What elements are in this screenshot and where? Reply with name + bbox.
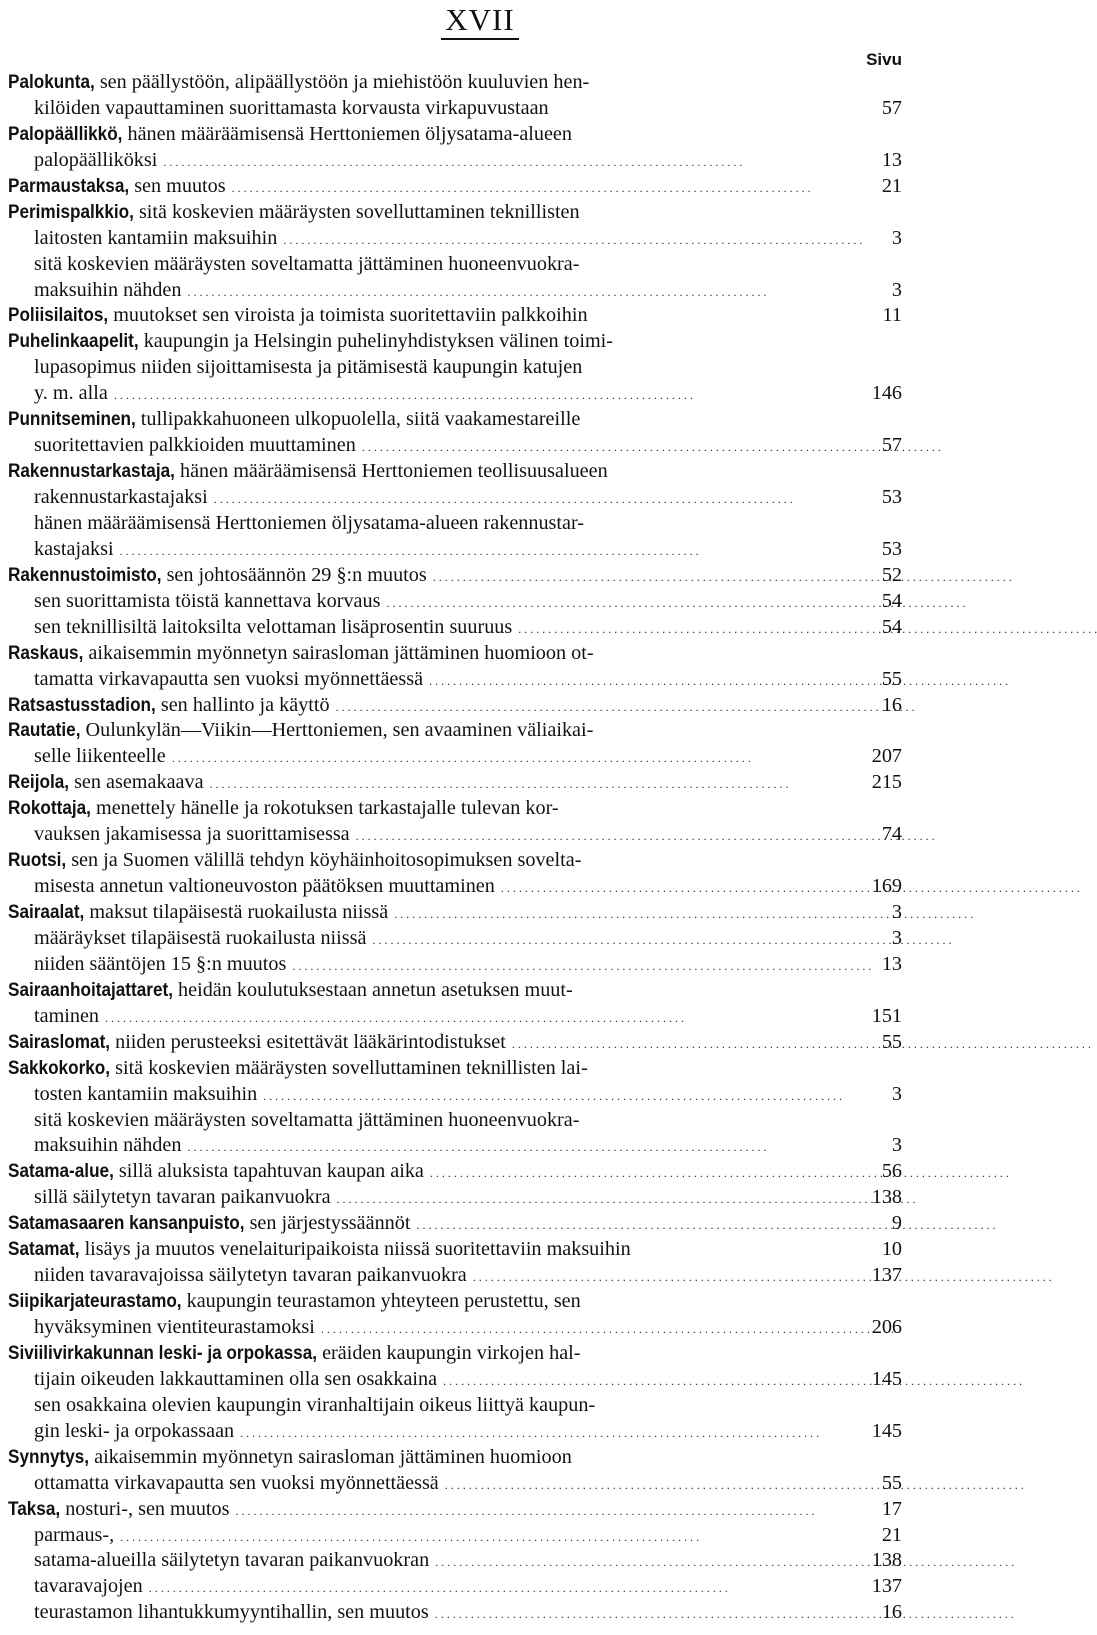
page-number: 52 xyxy=(881,563,902,586)
entry-text xyxy=(8,407,580,433)
entry-text xyxy=(8,329,613,355)
index-entry xyxy=(8,459,902,563)
entry-description: muutokset sen viroista ja toimista suoritettaviin palkkoihin xyxy=(108,304,588,327)
page-number: 137 xyxy=(871,1575,902,1598)
index-entry xyxy=(8,329,902,407)
page-number: 57 xyxy=(881,96,902,119)
entry-headword: Taksa, xyxy=(8,1497,61,1520)
dot-leader xyxy=(473,1263,862,1291)
entry-description: sen hallinto ja käyttö xyxy=(155,693,330,716)
entry-description: lisäys ja muutos venelaituripaikoista niissä suoritettaviin maksuihin xyxy=(79,1238,631,1261)
entry-text xyxy=(8,70,589,96)
entry-description: heidän koulutuksestaan annetun asetuksen muut- xyxy=(172,978,573,1001)
entry-text: tosten kantamiin maksuihin xyxy=(34,1082,258,1105)
page-number: 16 xyxy=(881,693,902,716)
page-number: 53 xyxy=(881,537,902,560)
entry-headword: Rakennustoimisto, xyxy=(8,563,162,586)
entry-headword: Siviilivirkakunnan leski- ja orpokassa, xyxy=(8,1341,318,1364)
entry-first-line xyxy=(8,1237,902,1263)
dot-leader xyxy=(210,770,862,798)
page-number: 145 xyxy=(871,1367,902,1390)
entry-text: vauksen jakamisessa ja suorittamisessa xyxy=(34,823,350,846)
entry-text: niiden sääntöjen 15 §:n muutos xyxy=(34,952,287,975)
entry-first-line xyxy=(8,563,902,589)
entry-text: gin leski- ja orpokassaan xyxy=(34,1419,235,1442)
entry-text: teurastamon lihantukkumyyntihallin, sen muutos xyxy=(34,1601,429,1624)
page-number: 3 xyxy=(891,901,902,923)
entry-description: maksut tilapäisestä ruokailusta niissä xyxy=(84,901,389,923)
entry-text: sen teknillisiltä laitoksilta velottaman lisäprosentin suuruus xyxy=(34,615,513,638)
entry-description: menettely hänelle ja rokotuksen tarkastajalle tulevan kor- xyxy=(90,797,559,820)
entry-text: tamatta virkavapautta sen vuoksi myönnettäessä xyxy=(34,667,424,690)
entry-text: taminen xyxy=(34,1004,100,1027)
page-number: 74 xyxy=(881,823,902,846)
entry-headword: Synnytys, xyxy=(8,1445,90,1468)
entry-text: misesta annetun valtioneuvoston päätöksen muuttaminen xyxy=(34,875,495,898)
dot-leader xyxy=(321,1315,862,1343)
entry-subentry-line xyxy=(8,1263,902,1289)
index-entry xyxy=(8,641,902,693)
entry-first-line xyxy=(8,693,902,719)
entry-headword: Punnitseminen, xyxy=(8,408,136,431)
entry-headword: Rakennustarkastaja, xyxy=(8,460,175,483)
entry-text xyxy=(8,1289,581,1315)
entry-continuation-line xyxy=(8,1315,902,1341)
page-number: 16 xyxy=(881,1601,902,1624)
page-number: 55 xyxy=(881,1471,902,1494)
page-number: 3 xyxy=(891,278,902,301)
entry-text: rakennustarkastajaksi xyxy=(34,486,208,508)
entry-headword: Parmaustaksa, xyxy=(8,174,130,197)
entry-subentry-line xyxy=(8,1523,902,1549)
entry-first-line xyxy=(8,796,902,822)
entry-first-line xyxy=(8,200,902,226)
entry-text: laitosten kantamiin maksuihin xyxy=(34,226,278,249)
index-entry xyxy=(8,848,902,900)
page-number: 54 xyxy=(881,589,902,612)
entry-first-line xyxy=(8,329,902,355)
entry-subentry-line xyxy=(8,952,902,978)
dot-leader xyxy=(435,1600,862,1628)
entry-continuation-line xyxy=(8,1367,902,1393)
dot-leader xyxy=(292,952,862,980)
entry-text: määräykset tilapäisestä ruokailusta niissä xyxy=(34,926,367,949)
entry-subentry-line xyxy=(8,589,902,615)
entry-text xyxy=(8,796,559,822)
entry-description: sen muutos xyxy=(129,174,226,197)
index-entry xyxy=(8,122,902,174)
index-entry xyxy=(8,1237,902,1289)
entry-headword: Ratsastusstadion, xyxy=(8,693,156,716)
dot-leader xyxy=(236,1497,863,1525)
entry-description: sen järjestyssäännöt xyxy=(244,1212,411,1235)
entry-text: sen osakkaina olevien kaupungin viranhaltijain oikeus liittyä kaupun- xyxy=(34,1393,596,1416)
entry-headword: Poliisilaitos, xyxy=(8,304,109,327)
page-number: 55 xyxy=(881,1030,902,1053)
entry-text: tavaravajojen xyxy=(34,1575,143,1598)
entry-text: kilöiden vapauttaminen suorittamasta korvausta virkapuvustaan xyxy=(34,96,549,119)
entry-description: eräiden kaupungin virkojen hal- xyxy=(317,1341,581,1364)
page-number: 138 xyxy=(871,1186,902,1209)
entry-description: sen ja Suomen välillä tehdyn köyhäinhoitosopimuksen sovelta- xyxy=(66,849,582,872)
index-entry xyxy=(8,796,902,848)
entry-first-line xyxy=(8,848,902,874)
dot-leader xyxy=(187,1133,862,1161)
entry-first-line xyxy=(8,978,902,1004)
entry-headword: Sairaanhoitajattaret, xyxy=(8,978,173,1001)
entry-text: selle liikenteelle xyxy=(34,745,166,768)
entry-text: niiden tavaravajoissa säilytetyn tavaran paikanvuokra xyxy=(34,1264,467,1287)
index-entry xyxy=(8,1445,902,1497)
entry-text: sitä koskevien määräysten soveltamatta jättäminen huoneenvuokra- xyxy=(34,252,580,275)
index-entry xyxy=(8,1030,902,1056)
entry-text xyxy=(8,1341,581,1367)
roman-numeral: XVII xyxy=(441,2,518,40)
entry-text: sitä koskevien määräysten soveltamatta jättäminen huoneenvuokra- xyxy=(34,1108,580,1131)
entry-headword: Reijola, xyxy=(8,771,70,794)
entry-headword: Rokottaja, xyxy=(8,797,91,820)
entry-text xyxy=(8,770,204,796)
dot-leader xyxy=(430,1159,862,1187)
entry-headword: Raskaus, xyxy=(8,641,84,664)
entry-description: aikaisemmin myönnetyn sairasloman jättäminen huomioon xyxy=(89,1445,572,1468)
entry-continuation-line xyxy=(8,537,902,563)
entry-text xyxy=(8,1159,424,1185)
entry-text xyxy=(8,718,593,744)
entry-first-line xyxy=(8,900,902,926)
dot-leader xyxy=(356,822,862,850)
entry-first-line xyxy=(8,641,902,667)
entry-headword: Sairaslomat, xyxy=(8,1030,111,1053)
entry-first-line xyxy=(8,718,902,744)
entry-first-line xyxy=(8,1289,902,1315)
entry-continuation-line xyxy=(8,1419,902,1445)
dot-leader xyxy=(433,563,862,591)
entry-subentry-line xyxy=(8,1600,902,1626)
page-number: 13 xyxy=(881,952,902,975)
entry-description: sen johtosäännön 29 §:n muutos xyxy=(161,563,427,586)
index-list xyxy=(8,70,902,1626)
page-number: 206 xyxy=(871,1316,902,1338)
page-number: 169 xyxy=(871,875,902,898)
entry-description: tullipakkahuoneen ulkopuolella, siitä vaakamestareille xyxy=(135,408,581,431)
entry-text: maksuihin nähden xyxy=(34,1134,182,1157)
index-entry xyxy=(8,1159,902,1211)
entry-first-line xyxy=(8,303,902,329)
entry-headword: Palokunta, xyxy=(8,71,95,93)
index-entry xyxy=(8,303,902,329)
entry-headword: Satama-alue, xyxy=(8,1160,114,1183)
page-number: 215 xyxy=(871,771,902,794)
index-entry xyxy=(8,900,902,978)
entry-continuation-line xyxy=(8,485,902,511)
page-number: 145 xyxy=(871,1419,902,1442)
entry-headword: Satamasaaren kansanpuisto, xyxy=(8,1212,245,1235)
entry-subentry-line xyxy=(8,511,902,537)
dot-leader xyxy=(386,589,862,617)
entry-text: ottamatta virkavapautta sen vuoksi myönnettäessä xyxy=(34,1471,439,1494)
entry-continuation-line xyxy=(8,381,902,407)
index-entry xyxy=(8,200,902,304)
entry-first-line xyxy=(8,459,902,485)
dot-leader xyxy=(445,1471,862,1499)
entry-text xyxy=(8,1211,410,1237)
entry-text: y. m. alla xyxy=(34,382,108,405)
entry-text: sillä säilytetyn tavaran paikanvuokra xyxy=(34,1186,331,1209)
entry-text xyxy=(8,174,226,200)
index-entry xyxy=(8,407,902,459)
entry-text: lupasopimus niiden sijoittamisesta ja pitämisestä kaupungin katujen xyxy=(34,356,583,379)
dot-leader xyxy=(114,381,862,409)
entry-text xyxy=(8,848,581,874)
entry-text xyxy=(8,693,330,719)
dot-leader xyxy=(512,1030,862,1058)
entry-continuation-line xyxy=(8,278,902,304)
entry-text xyxy=(8,1030,506,1056)
dot-leader xyxy=(394,900,862,928)
dot-leader xyxy=(362,433,862,461)
entry-continuation-line xyxy=(8,148,902,174)
entry-text xyxy=(8,122,572,148)
dot-leader xyxy=(429,667,862,695)
page-number: 11 xyxy=(882,304,902,327)
index-entry xyxy=(8,70,902,122)
dot-leader xyxy=(240,1419,862,1447)
page-number: 17 xyxy=(881,1497,902,1520)
entry-continuation-line xyxy=(8,874,902,900)
entry-headword: Puhelinkaapelit, xyxy=(8,330,139,353)
entry-text: hyväksyminen vientiteurastamoksi xyxy=(34,1316,315,1338)
index-entry xyxy=(8,174,902,200)
entry-first-line xyxy=(8,122,902,148)
entry-first-line xyxy=(8,174,902,200)
entry-first-line xyxy=(8,1159,902,1185)
entry-continuation-line xyxy=(8,96,902,122)
page-number: 21 xyxy=(881,174,902,197)
dot-leader xyxy=(518,615,862,643)
entry-headword: Sakkokorko, xyxy=(8,1056,111,1079)
entry-text xyxy=(8,1445,572,1471)
dot-leader xyxy=(163,148,862,176)
entry-subentry-line xyxy=(8,926,902,952)
entry-subentry-line xyxy=(8,1185,902,1211)
index-entry xyxy=(8,1211,902,1237)
entry-description: Oulunkylän—Viikin—Herttoniemen, sen avaaminen väliaikai- xyxy=(80,719,594,742)
index-entry xyxy=(8,718,902,770)
page-number: 9 xyxy=(891,1212,902,1235)
entry-description: kaupungin ja Helsingin puhelinyhdistyksen välinen toimi- xyxy=(138,330,613,353)
entry-text: tijain oikeuden lakkauttaminen olla sen osakkaina xyxy=(34,1367,438,1390)
entry-headword: Ruotsi, xyxy=(8,849,67,872)
entry-text xyxy=(8,303,588,329)
entry-continuation-line xyxy=(8,226,902,252)
dot-leader xyxy=(105,1004,862,1032)
entry-subentry-line xyxy=(8,1574,902,1600)
dot-leader xyxy=(187,278,862,306)
dot-leader xyxy=(172,744,862,772)
page-number: 10 xyxy=(881,1238,902,1261)
entry-description: sitä koskevien määräysten sovelluttaminen teknillisten xyxy=(133,200,580,223)
entry-description: hänen määräämisensä Herttoniemen öljysatama-alueen xyxy=(122,122,572,145)
dot-leader xyxy=(232,174,862,202)
index-entry xyxy=(8,1289,902,1341)
entry-continuation-line xyxy=(8,1082,902,1108)
entry-text xyxy=(8,641,594,667)
page-number: 146 xyxy=(871,382,902,405)
index-entry xyxy=(8,978,902,1030)
index-entry xyxy=(8,1341,902,1445)
entry-subentry-line xyxy=(8,615,902,641)
page-number: 138 xyxy=(871,1549,902,1572)
index-entry xyxy=(8,563,902,641)
entry-text xyxy=(8,978,573,1004)
entry-description: sillä aluksista tapahtuvan kaupan aika xyxy=(113,1160,424,1183)
dot-leader xyxy=(120,537,862,565)
page-number: 3 xyxy=(891,1082,902,1105)
entry-text: kastajaksi xyxy=(34,537,114,560)
entry-description: sen päällystöön, alipäällystöön ja miehistöön kuuluvien hen- xyxy=(94,71,590,93)
page-number: 137 xyxy=(871,1264,902,1287)
page-number: 3 xyxy=(891,926,902,949)
entry-continuation-line xyxy=(8,1471,902,1497)
entry-first-line xyxy=(8,1056,902,1082)
entry-text: palopäälliköksi xyxy=(34,148,158,171)
entry-description: sitä koskevien määräysten sovelluttaminen teknillisten lai- xyxy=(110,1056,588,1079)
entry-description: niiden perusteeksi esitettävät lääkärintodistukset xyxy=(110,1030,506,1053)
entry-text: sen suorittamista töistä kannettava korvaus xyxy=(34,589,381,612)
entry-first-line xyxy=(8,1497,902,1523)
entry-headword: Satamat, xyxy=(8,1238,80,1261)
index-entry xyxy=(8,770,902,796)
page-number: 53 xyxy=(881,486,902,508)
entry-text: satama-alueilla säilytetyn tavaran paikanvuokran xyxy=(34,1549,430,1572)
entry-text xyxy=(8,900,388,926)
entry-headword: Perimispalkkio, xyxy=(8,200,134,223)
entry-first-line xyxy=(8,407,902,433)
entry-text: hänen määräämisensä Herttoniemen öljysatama-alueen rakennustar- xyxy=(34,511,585,534)
index-entry xyxy=(8,1056,902,1160)
page-number: 57 xyxy=(881,434,902,457)
page-number: 3 xyxy=(891,1134,902,1157)
entry-subentry-line xyxy=(8,1108,902,1134)
entry-headword: Sairaalat, xyxy=(8,901,85,923)
dot-leader xyxy=(149,1574,862,1602)
page-number-roman xyxy=(0,0,960,48)
entry-headword: Siipikarjateurastamo, xyxy=(8,1290,182,1313)
entry-text xyxy=(8,1056,588,1082)
dot-leader xyxy=(263,1082,862,1110)
entry-headword: Palopäällikkö, xyxy=(8,122,123,145)
entry-text xyxy=(8,1497,230,1523)
dot-leader xyxy=(372,926,862,954)
entry-text xyxy=(8,563,427,589)
entry-description: hänen määräämisensä Herttoniemen teollisuusalueen xyxy=(174,460,608,483)
dot-leader xyxy=(416,1211,862,1239)
entry-continuation-line xyxy=(8,667,902,693)
entry-text: suoritettavien palkkioiden muuttaminen xyxy=(34,434,356,457)
entry-text: maksuihin nähden xyxy=(34,278,182,301)
index-entry xyxy=(8,693,902,719)
entry-description: kaupungin teurastamon yhteyteen perustettu, sen xyxy=(181,1290,581,1313)
entry-first-line xyxy=(8,1341,902,1367)
dot-leader xyxy=(120,1523,862,1551)
entry-first-line xyxy=(8,70,902,96)
page-number: 54 xyxy=(881,615,902,638)
dot-leader xyxy=(435,1548,862,1576)
page-number: 151 xyxy=(871,1004,902,1027)
entry-continuation-line xyxy=(8,744,902,770)
entry-subentry-line xyxy=(8,1393,902,1419)
entry-first-line xyxy=(8,1211,902,1237)
entry-continuation-line xyxy=(8,433,902,459)
page-number: 13 xyxy=(881,148,902,171)
entry-description: sen asemakaava xyxy=(69,771,204,794)
entry-subentry-line xyxy=(8,1548,902,1574)
entry-text xyxy=(8,459,608,485)
page-number: 55 xyxy=(881,667,902,690)
index-entry xyxy=(8,1497,902,1627)
dot-leader xyxy=(501,874,862,902)
entry-first-line xyxy=(8,1445,902,1471)
entry-subentry-line xyxy=(8,252,902,278)
page-number: 56 xyxy=(881,1160,902,1183)
entry-continuation-line xyxy=(8,1004,902,1030)
dot-leader xyxy=(214,485,862,513)
dot-leader xyxy=(337,1185,862,1213)
entry-description: aikaisemmin myönnetyn sairasloman jättäminen huomioon ot- xyxy=(83,641,594,664)
page-number: 21 xyxy=(881,1523,902,1546)
entry-continuation-line xyxy=(8,822,902,848)
entry-continuation-line xyxy=(8,1133,902,1159)
entry-text xyxy=(8,1237,631,1263)
page-number: 3 xyxy=(891,226,902,249)
sivu-column-label: Sivu xyxy=(866,50,902,69)
page-number: 207 xyxy=(871,745,902,768)
entry-first-line xyxy=(8,1030,902,1056)
entry-description: nosturi-, sen muutos xyxy=(60,1497,230,1520)
dot-leader xyxy=(336,693,862,721)
entry-headword: Rautatie, xyxy=(8,719,81,742)
entry-text xyxy=(8,200,580,226)
dot-leader xyxy=(283,226,862,254)
entry-continuation-line xyxy=(8,355,902,381)
entry-text: parmaus-, xyxy=(34,1523,115,1546)
entry-first-line xyxy=(8,770,902,796)
dot-leader xyxy=(443,1367,862,1395)
